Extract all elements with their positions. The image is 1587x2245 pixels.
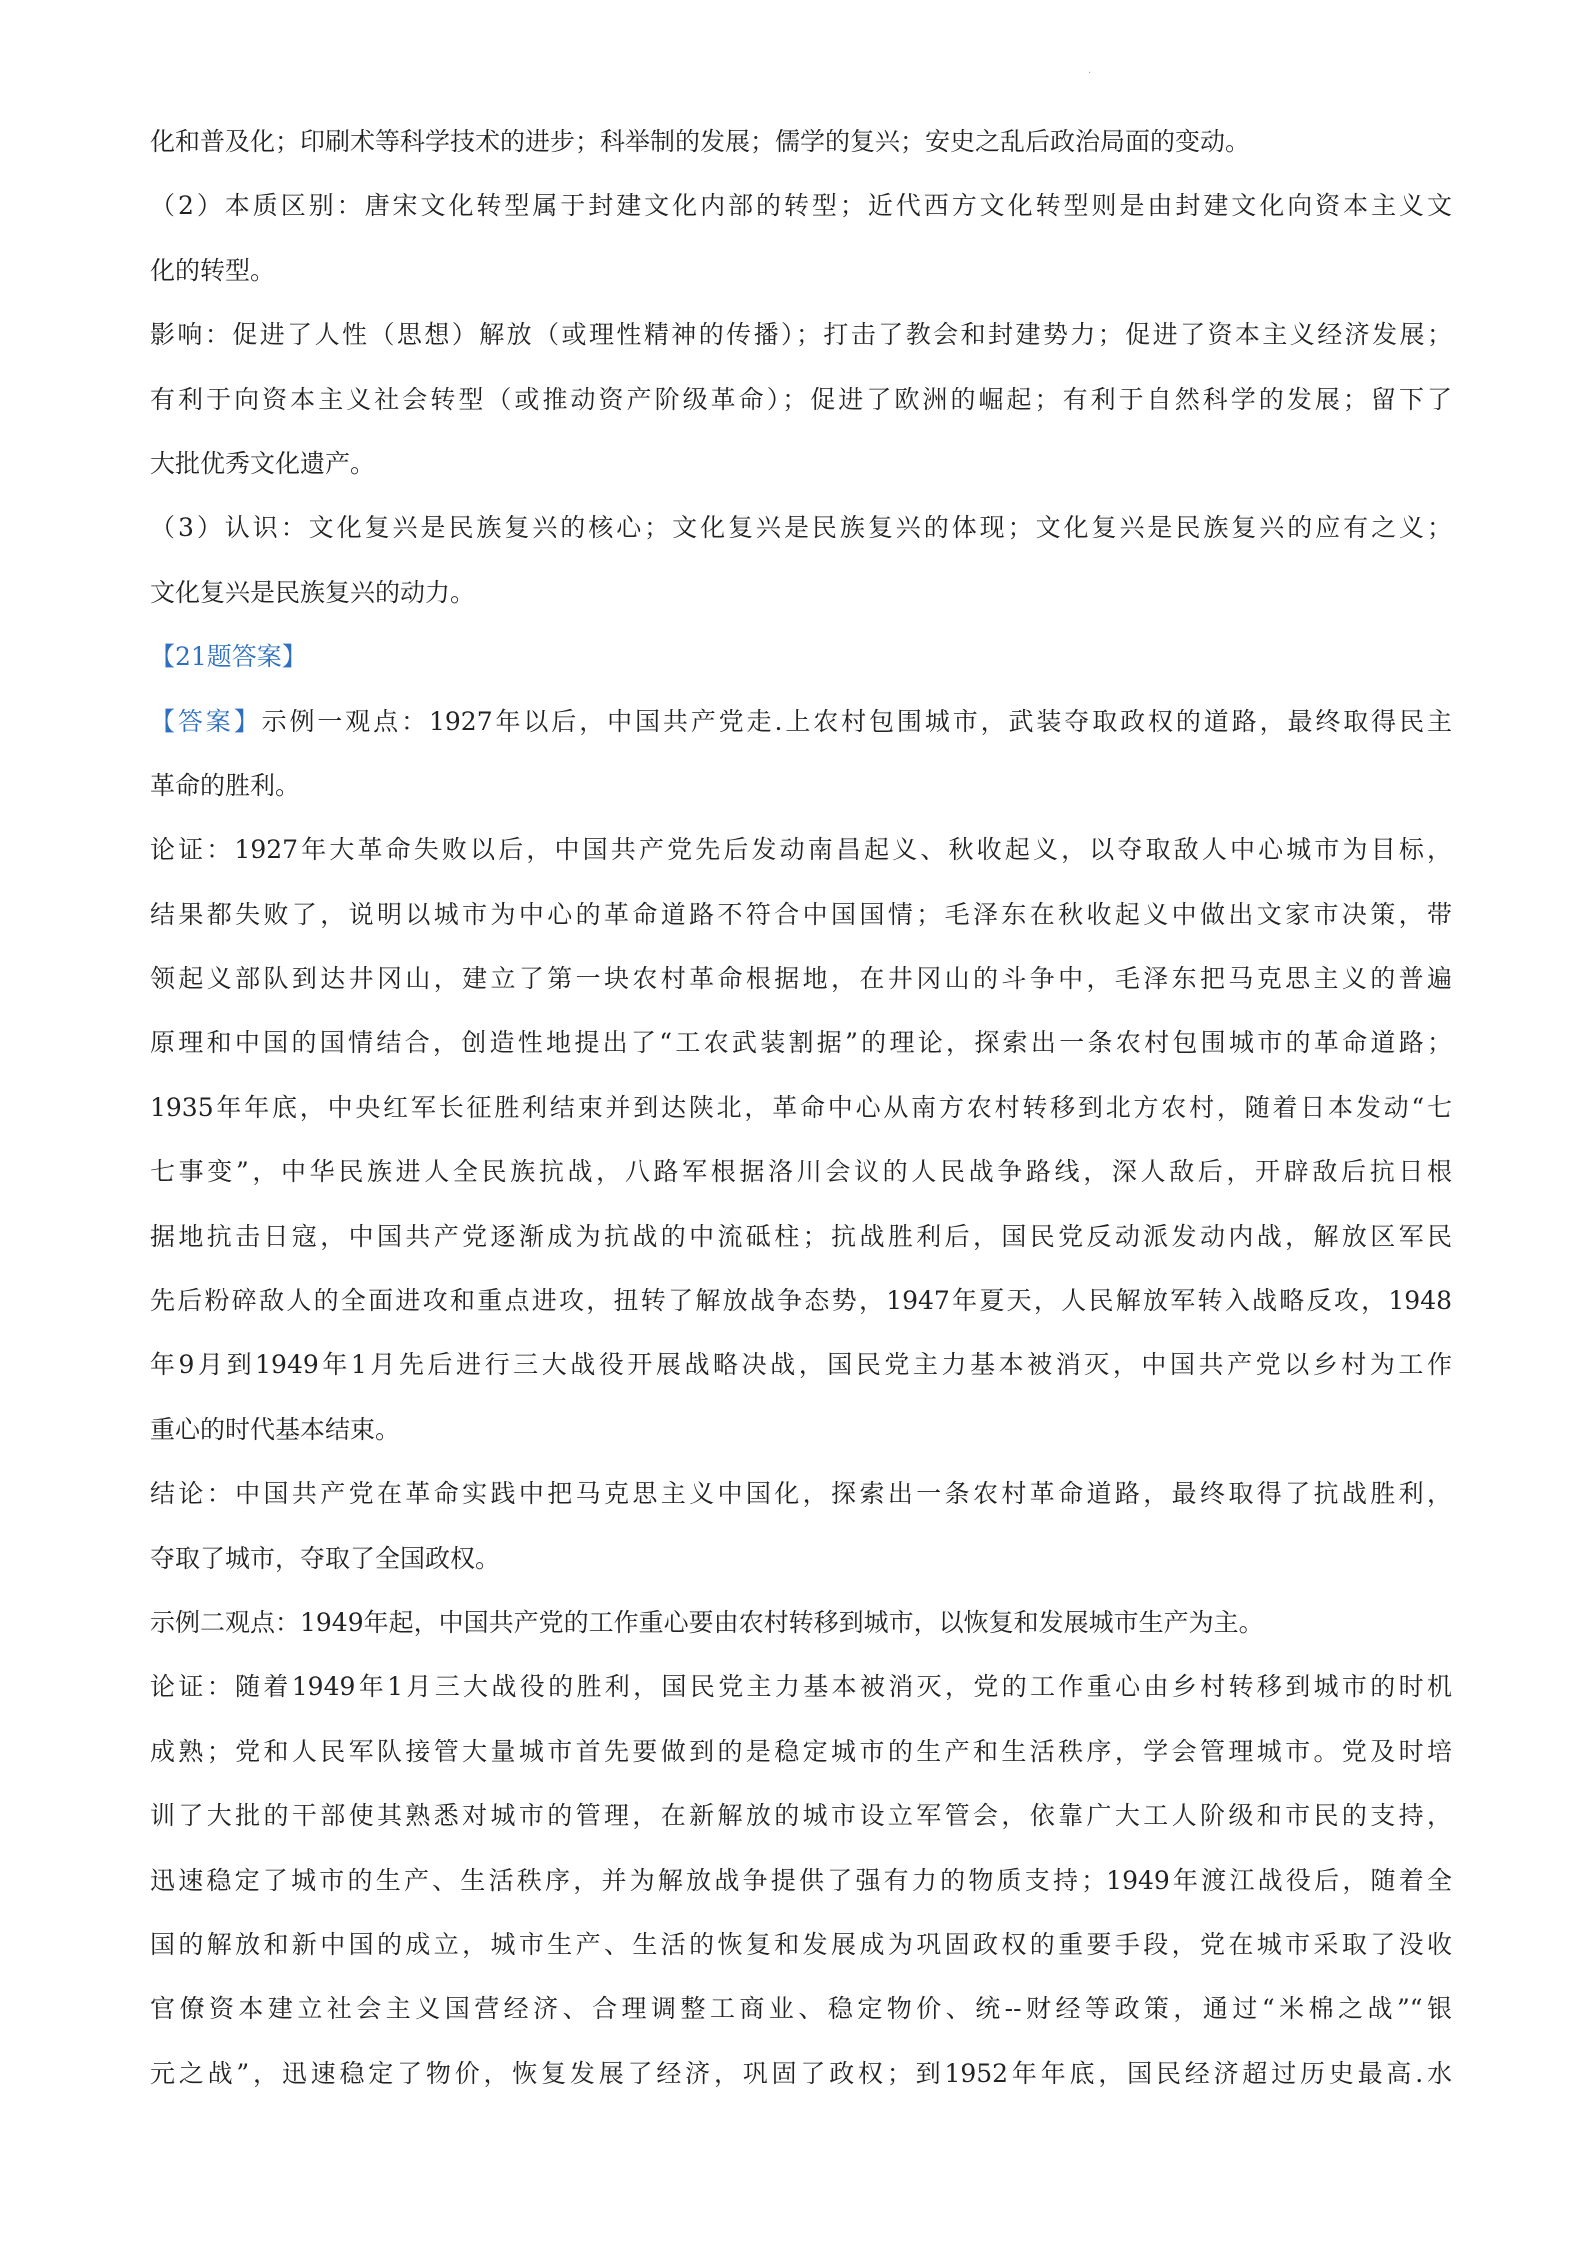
text-run: 成熟；党和人民军队接管大量城市首先要做到的是稳定城市的生产和生活秩序，学会管理城市。党及时培 [150,1736,1452,1766]
text-run: 年9月到1949年1月先后进行三大战役开展战略决战，国民党主力基本被消灭，中国共产党以乡村为工作 [150,1350,1452,1380]
text-run: 夺取了城市，夺取了全国政权。 [150,1543,501,1573]
text-run: 有利于向资本主义社会转型（或推动资产阶级革命）；促进了欧洲的崛起；有利于自然科学的发展；留下了 [150,384,1452,414]
text-line [150,1090,1452,1126]
text-line [150,832,1452,868]
text-line [150,575,1452,611]
text-run: 示例二观点：1949年起，中国共产党的工作重心要由农村转移到城市，以恢复和发展城市生产为主。 [150,1607,1264,1637]
text-run: 训了大批的干部使其熟悉对城市的管理，在新解放的城市设立军管会，依靠广大工人阶级和市民的支持， [150,1801,1452,1831]
text-line [150,1927,1452,1963]
text-line [150,897,1452,933]
text-run: 国的解放和新中国的成立，城市生产、生活的恢复和发展成为巩固政权的重要手段，党在城市采取了没收 [150,1929,1452,1959]
text-run: （3）认识：文化复兴是民族复兴的核心；文化复兴是民族复兴的体现；文化复兴是民族复兴的应有之义； [150,513,1452,543]
text-run: 示例一观点：1927年以后，中国共产党走.上农村包围城市，武装夺取政权的道路，最终取得民主 [261,706,1452,736]
text-run: 结论：中国共产党在革命实践中把马克思主义中国化，探索出一条农村革命道路，最终取得了抗战胜利， [150,1479,1452,1509]
text-line [150,317,1452,353]
text-run: 原理和中国的国情结合，创造性地提出了“工农武装割据”的理论，探索出一条农村包围城市的革命道路； [150,1028,1452,1058]
text-line [150,768,1452,804]
text-run: 文化复兴是民族复兴的动力。 [150,577,476,607]
text-line [150,1219,1452,1255]
text-line [150,1991,1452,2027]
text-run: 革命的胜利。 [150,770,301,800]
text-line [150,1798,1452,1834]
text-line [150,124,1452,160]
text-line [150,704,1452,740]
text-line [150,639,1452,675]
text-line [150,382,1452,418]
text-line [150,1025,1452,1061]
text-run: 论证：1927年大革命失败以后，中国共产党先后发动南昌起义、秋收起义，以夺取敌人中心城市为目标， [150,835,1452,865]
text-line [150,1605,1452,1641]
answer-heading-text: 【21题答案】 [150,642,307,672]
text-run: 迅速稳定了城市的生产、生活秩序，并为解放战争提供了强有力的物质支持；1949年渡江战役后，随着全 [150,1865,1452,1895]
text-line [150,1476,1452,1512]
page-mark: · [1088,68,1092,79]
text-run: （2）本质区别：唐宋文化转型属于封建文化内部的转型；近代西方文化转型则是由封建文化向资本主义文 [150,191,1452,221]
text-run: 元之战”，迅速稳定了物价，恢复发展了经济，巩固了政权；到1952年年底，国民经济超过历史最高.水 [150,2058,1452,2088]
text-run: 重心的时代基本结束。 [150,1414,401,1444]
text-run: 官僚资本建立社会主义国营经济、合理调整工商业、稳定物价、统--财经等政策，通过“米棉之战”“银 [150,1994,1452,2024]
text-line [150,510,1452,546]
text-line [150,1283,1452,1319]
text-line [150,1863,1452,1899]
text-run: 影响：促进了人性（思想）解放（或理性精神的传播）；打击了教会和封建势力；促进了资本主义经济发展； [150,320,1452,350]
text-line [150,253,1452,289]
text-line [150,446,1452,482]
text-run: 领起义部队到达井冈山，建立了第一块农村革命根据地，在井冈山的斗争中，毛泽东把马克思主义的普遍 [150,964,1452,994]
text-run: 大批优秀文化遗产。 [150,448,376,478]
text-line [150,188,1452,224]
text-run: 先后粉碎敌人的全面进攻和重点进攻，扭转了解放战争态势，1947年夏天，人民解放军转入战略反攻，1948 [150,1286,1452,1316]
text-run: 七事变”，中华民族进人全民族抗战，八路军根据洛川会议的人民战争路线，深人敌后，开辟敌后抗日根 [150,1157,1452,1187]
text-line [150,1412,1452,1448]
text-line [150,1541,1452,1577]
text-line [150,2056,1452,2092]
text-line [150,961,1452,997]
answer-heading-text: 【答案】 [150,706,262,736]
text-run: 化和普及化；印刷术等科学技术的进步；科举制的发展；儒学的复兴；安史之乱后政治局面的变动。 [150,127,1251,156]
text-line [150,1347,1452,1383]
text-run: 结果都失败了，说明以城市为中心的革命道路不符合中国国情；毛泽东在秋收起义中做出文家市决策，带 [150,899,1452,929]
text-run: 论证：随着1949年1月三大战役的胜利，国民党主力基本被消灭，党的工作重心由乡村转移到城市的时机 [150,1672,1452,1702]
text-run: 化的转型。 [150,255,276,285]
text-line [150,1154,1452,1190]
text-line [150,1669,1452,1705]
text-run: 据地抗击日寇，中国共产党逐渐成为抗战的中流砥柱；抗战胜利后，国民党反动派发动内战，解放区军民 [150,1221,1452,1251]
text-line [150,1734,1452,1770]
text-run: 1935年年底，中央红军长征胜利结束并到达陕北，革命中心从南方农村转移到北方农村，随着日本发动“七 [150,1092,1452,1122]
document-body [150,124,1452,2120]
